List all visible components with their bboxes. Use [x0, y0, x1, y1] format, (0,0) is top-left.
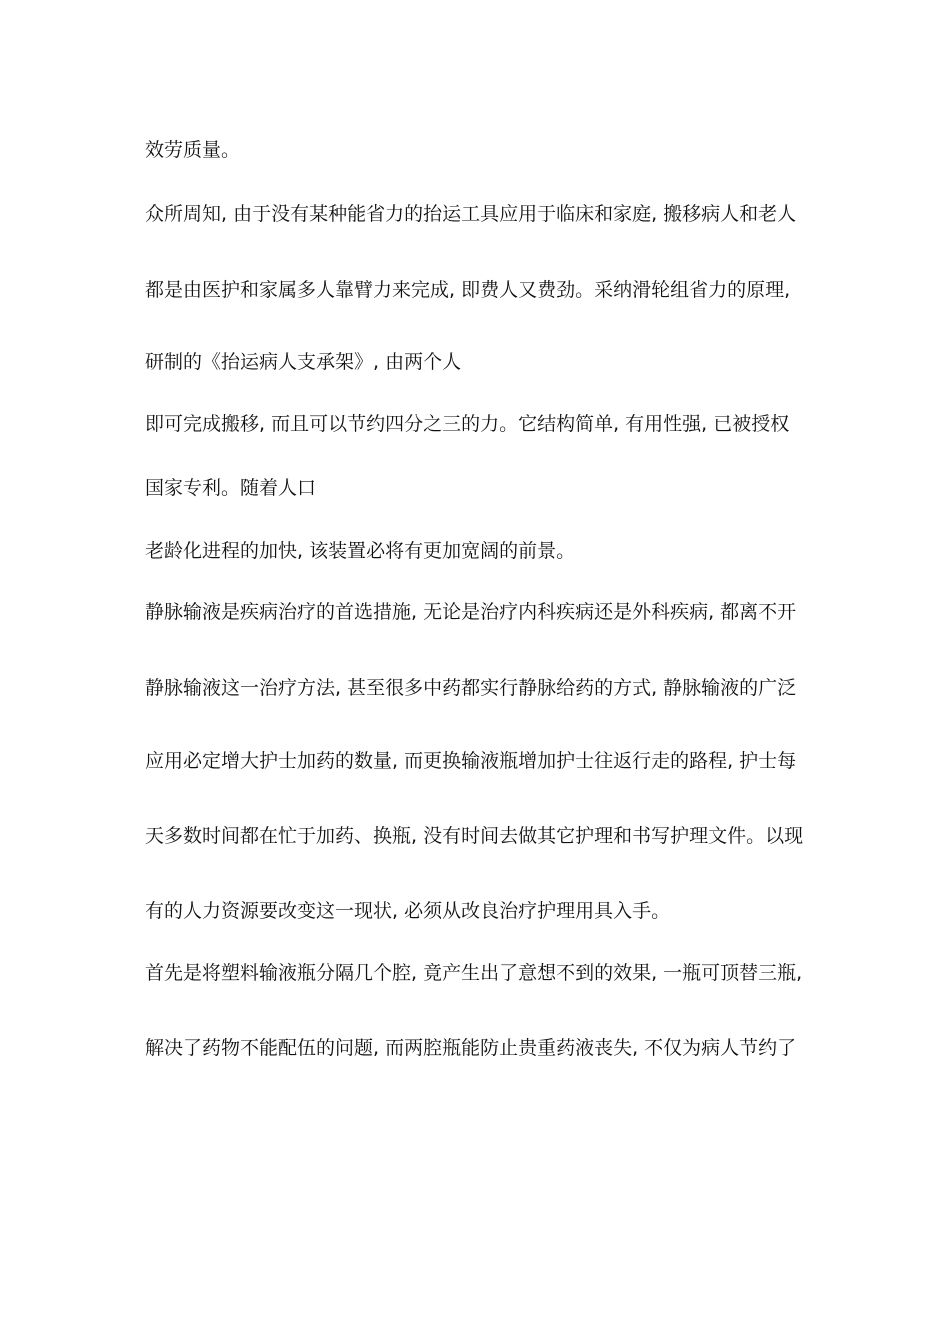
- text-line: 解决了药物不能配伍的问题, 而两腔瓶能防止贵重药液丧失, 不仅为病人节约了: [145, 1037, 797, 1059]
- text-line: 国家专利。随着人口: [145, 477, 317, 499]
- text-line: 即可完成搬移, 而且可以节约四分之三的力。它结构简单, 有用性强, 已被授权: [145, 413, 790, 435]
- text-line: 静脉输液是疾病治疗的首选措施, 无论是治疗内科疾病还是外科疾病, 都离不开: [145, 601, 797, 623]
- text-line: 老龄化进程的加快, 该装置必将有更加宽阔的前景。: [145, 540, 576, 562]
- text-line: 众所周知, 由于没有某种能省力的抬运工具应用于临床和家庭, 搬移病人和老人: [145, 203, 797, 225]
- text-line: 应用必定增大护士加药的数量, 而更换输液瓶增加护士往返行走的路程, 护士每: [145, 750, 797, 772]
- text-line: 研制的《抬运病人支承架》, 由两个人: [145, 351, 462, 373]
- text-line: 有的人力资源要改变这一现状, 必须从改良治疗护理用具入手。: [145, 900, 671, 922]
- text-line: 都是由医护和家属多人靠臂力来完成, 即费人又费劲。采纳滑轮组省力的原理,: [145, 279, 791, 301]
- text-line: 首先是将塑料输液瓶分隔几个腔, 竟产生出了意想不到的效果, 一瓶可顶替三瓶,: [145, 962, 803, 984]
- text-line: 效劳质量。: [145, 139, 241, 161]
- text-line: 静脉输液这一治疗方法, 甚至很多中药都实行静脉给药的方式, 静脉输液的广泛: [145, 677, 797, 699]
- text-line: 天多数时间都在忙于加药、换瓶, 没有时间去做其它护理和书写护理文件。以现: [145, 825, 804, 847]
